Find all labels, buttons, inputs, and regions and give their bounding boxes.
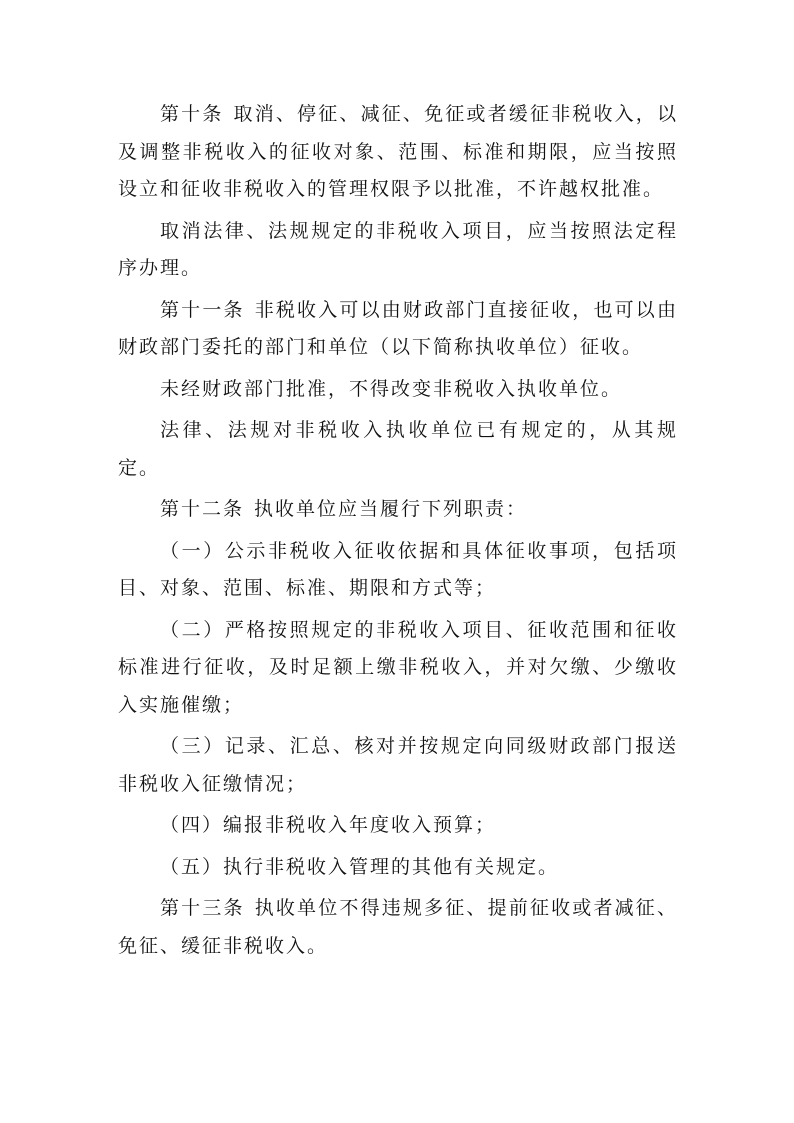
paragraph-article-10 bbox=[118, 96, 678, 209]
article-number: 第十三条 bbox=[160, 897, 245, 919]
paragraph bbox=[118, 213, 678, 288]
article-number: 第十二条 bbox=[160, 498, 245, 520]
paragraph-article-12 bbox=[118, 491, 678, 529]
list-item bbox=[118, 533, 678, 608]
list-item bbox=[118, 728, 678, 803]
paragraph-text: 非税收入可以由财政部门直接征收，也可以由财政部门委托的部门和单位（以下简称执收单位）征收。 bbox=[118, 298, 678, 358]
paragraph-text: 取消法律、法规规定的非税收入项目，应当按照法定程序办理。 bbox=[118, 219, 678, 279]
list-item bbox=[118, 849, 678, 887]
paragraph bbox=[118, 371, 678, 409]
paragraph bbox=[118, 412, 678, 487]
paragraph-text: 执收单位应当履行下列职责： bbox=[254, 498, 528, 520]
article-number: 第十条 bbox=[160, 103, 224, 125]
paragraph-article-11 bbox=[118, 292, 678, 367]
paragraph-text: （一）公示非税收入征收依据和具体征收事项，包括项目、对象、范围、标准、期限和方式等； bbox=[118, 539, 678, 599]
paragraph-text: 法律、法规对非税收入执收单位已有规定的，从其规定。 bbox=[118, 419, 678, 479]
list-item bbox=[118, 612, 678, 725]
paragraph-text: 执收单位不得违规多征、提前征收或者减征、免征、缓征非税收入。 bbox=[118, 897, 678, 957]
paragraph-text: 取消、停征、减征、免征或者缓征非税收入，以及调整非税收入的征收对象、范围、标准和期限，应当按照设立和征收非税收入的管理权限予以批准，不许越权批准。 bbox=[118, 103, 678, 200]
paragraph-text: 未经财政部门批准，不得改变非税收入执收单位。 bbox=[160, 377, 623, 400]
document-body bbox=[118, 96, 678, 969]
paragraph-article-13 bbox=[118, 890, 678, 965]
paragraph-text: （五）执行非税收入管理的其他有关规定。 bbox=[160, 855, 560, 878]
paragraph-text: （三）记录、汇总、核对并按规定向同级财政部门报送非税收入征缴情况； bbox=[118, 735, 678, 795]
paragraph-text: （四）编报非税收入年度收入预算； bbox=[160, 814, 497, 836]
article-number: 第十一条 bbox=[160, 298, 245, 321]
list-item bbox=[118, 807, 678, 845]
paragraph-text: （二）严格按照规定的非税收入项目、征收范围和征收标准进行征收，及时足额上缴非税收入，并对欠缴、少缴收入实施催缴； bbox=[118, 618, 678, 716]
